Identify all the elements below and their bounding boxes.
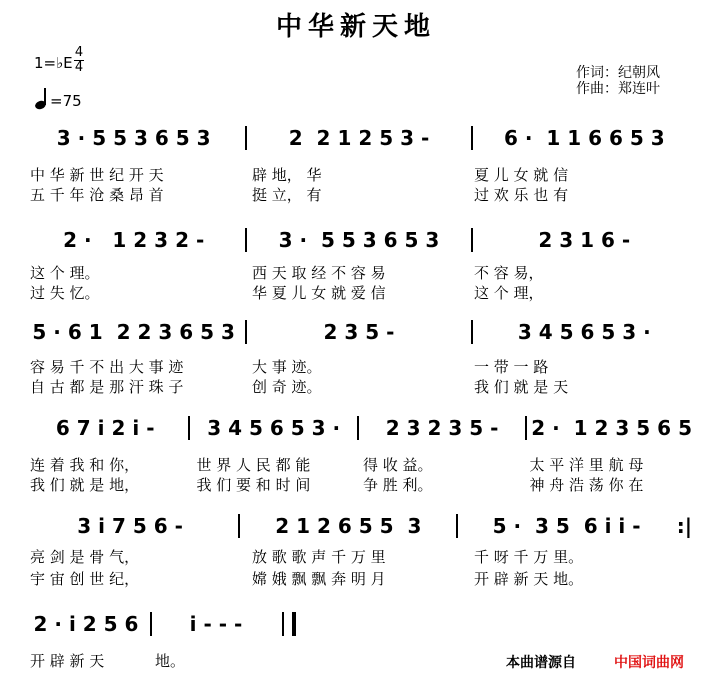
barline [471, 228, 473, 252]
lyric-segment: 中 华 新 世 纪 开 天 [30, 166, 164, 184]
lyrics-verse-2 [26, 184, 692, 205]
lyric-segment: 神 舟 浩 荡 你 在 [529, 476, 644, 494]
lyric-segment: 大 事 迹。 [252, 358, 322, 376]
lyrics-verse-2 [26, 282, 692, 303]
lyrics-verse-1 [26, 546, 692, 567]
measure-group: 3 · 5 5 3 6 5 3 [56, 126, 211, 150]
lyric-segment: 夏 儿 女 就 信 [474, 166, 569, 184]
key-signature: 1=♭E [34, 54, 73, 72]
repeat-sign: :| [676, 514, 693, 538]
measure-group: 2 3 1 6 - [538, 228, 631, 252]
notation-system-3 [26, 320, 692, 344]
lyric-segment: 宇 宙 创 世 纪， [30, 570, 140, 588]
lyric-segment: 太 平 洋 里 航 母 [529, 456, 644, 474]
lyrics-verse-1 [26, 454, 692, 475]
measure-group: 2 · 1 2 3 2 - [63, 228, 205, 252]
lyric-segment: 开 辟 新 天 [30, 652, 105, 670]
lyrics-verse-1 [26, 356, 692, 377]
lyric-segment: 这 个 理。 [30, 264, 100, 282]
lyric-segment: 我 们 就 是 地， [30, 476, 140, 494]
lyric-segment: 过 欢 乐 也 有 [474, 186, 569, 204]
barline [525, 416, 527, 440]
measure-group: 6 7 i 2 i - [55, 416, 155, 440]
barline [188, 416, 190, 440]
notation-system-1 [26, 126, 692, 150]
tempo-marking [34, 88, 82, 110]
composer-credit: 作曲：郑连叶 [576, 81, 660, 97]
lyric-segment: 华 夏 儿 女 就 爱 信 [252, 284, 386, 302]
barline [150, 612, 152, 636]
lyric-segment: 放 歌 歌 声 千 万 里 [252, 548, 386, 566]
time-signature-top: 4 [74, 45, 84, 60]
measure-group: 2 2 1 2 5 3 - [288, 126, 430, 150]
lyric-segment: 西 天 取 经 不 容 易 [252, 264, 386, 282]
final-barline [282, 612, 296, 636]
barline [245, 228, 247, 252]
measure-group: 2 · i 2 5 6 [33, 612, 139, 636]
measure-group: 5 · 3 5 6 i i - [492, 514, 641, 538]
song-title: 中华新天地 [275, 12, 436, 42]
lyric-segment: 开 辟 新 天 地。 [474, 570, 584, 588]
barline [456, 514, 458, 538]
lyric-segment: 争 胜 利。 [363, 476, 433, 494]
measure-group: 2 3 2 3 5 - [385, 416, 499, 440]
source-label: 本曲谱源自 [506, 655, 576, 671]
lyrics-verse-2 [26, 376, 692, 397]
notation-system-4 [26, 416, 692, 440]
measure-group: 6 · 1 1 6 6 5 3 [503, 126, 665, 150]
measure-group: 3 4 5 6 5 3 · [517, 320, 651, 344]
measure-group: 3 4 5 6 5 3 · [207, 416, 341, 440]
lyric-segment: 自 古 都 是 那 汗 珠 子 [30, 378, 184, 396]
time-signature [72, 46, 86, 75]
barline [238, 514, 240, 538]
measure-group: 3 · 5 5 3 6 5 3 [278, 228, 440, 252]
lyrics-verse-1 [26, 650, 276, 671]
lyric-segment: 辟 地， 华 [252, 166, 322, 184]
lyric-segment: 五 千 年 沧 桑 昂 首 [30, 186, 164, 204]
lyric-segment: 世 界 人 民 都 能 [196, 456, 311, 474]
lyric-segment: 一 带 一 路 [474, 358, 549, 376]
quarter-note-icon [34, 88, 48, 110]
lyric-segment: 这 个 理， [474, 284, 544, 302]
lyric-segment: 千 呀 千 万 里。 [474, 548, 584, 566]
measure-group: 5 · 6 1 2 2 3 6 5 3 [32, 320, 235, 344]
lyric-segment: 地。 [155, 652, 186, 670]
time-signature-bottom: 4 [74, 60, 84, 75]
notation-system-6 [26, 612, 296, 636]
lyrics-verse-2 [26, 474, 692, 495]
lyrics-verse-1 [26, 262, 692, 283]
lyric-segment: 创 奇 迹。 [252, 378, 322, 396]
barline [471, 320, 473, 344]
barline [471, 126, 473, 150]
tempo-value: =75 [50, 92, 82, 110]
lyric-segment: 得 收 益。 [363, 456, 433, 474]
lyric-segment: 我 们 要 和 时 间 [196, 476, 311, 494]
notation-system-2 [26, 228, 692, 252]
site-link[interactable]: 中国词曲网 [614, 655, 684, 671]
measure-group: 2 · 1 2 3 5 6 5 [531, 416, 692, 440]
lyrics-verse-2 [26, 568, 692, 589]
lyric-segment: 嫦 娥 飘 飘 奔 明 月 [252, 570, 386, 588]
lyric-segment: 连 着 我 和 你， [30, 456, 140, 474]
barline [245, 320, 247, 344]
barline [245, 126, 247, 150]
measure-group: 3 i 7 5 6 - [77, 514, 183, 538]
lyric-segment: 容 易 千 不 出 大 事 迹 [30, 358, 184, 376]
measure-group: i - - - [189, 612, 243, 636]
lyrics-verse-1 [26, 164, 692, 185]
lyric-segment: 过 失 忆。 [30, 284, 100, 302]
barline [357, 416, 359, 440]
lyric-segment: 亮 剑 是 骨 气， [30, 548, 140, 566]
lyricist-credit: 作词：纪朝风 [576, 65, 660, 81]
lyric-segment: 我 们 就 是 天 [474, 378, 569, 396]
measure-group: 2 1 2 6 5 5 3 [275, 514, 422, 538]
measure-group: 2 3 5 - [323, 320, 395, 344]
notation-system-5 [26, 514, 692, 538]
lyric-segment: 挺 立， 有 [252, 186, 322, 204]
lyric-segment: 不 容 易， [474, 264, 544, 282]
